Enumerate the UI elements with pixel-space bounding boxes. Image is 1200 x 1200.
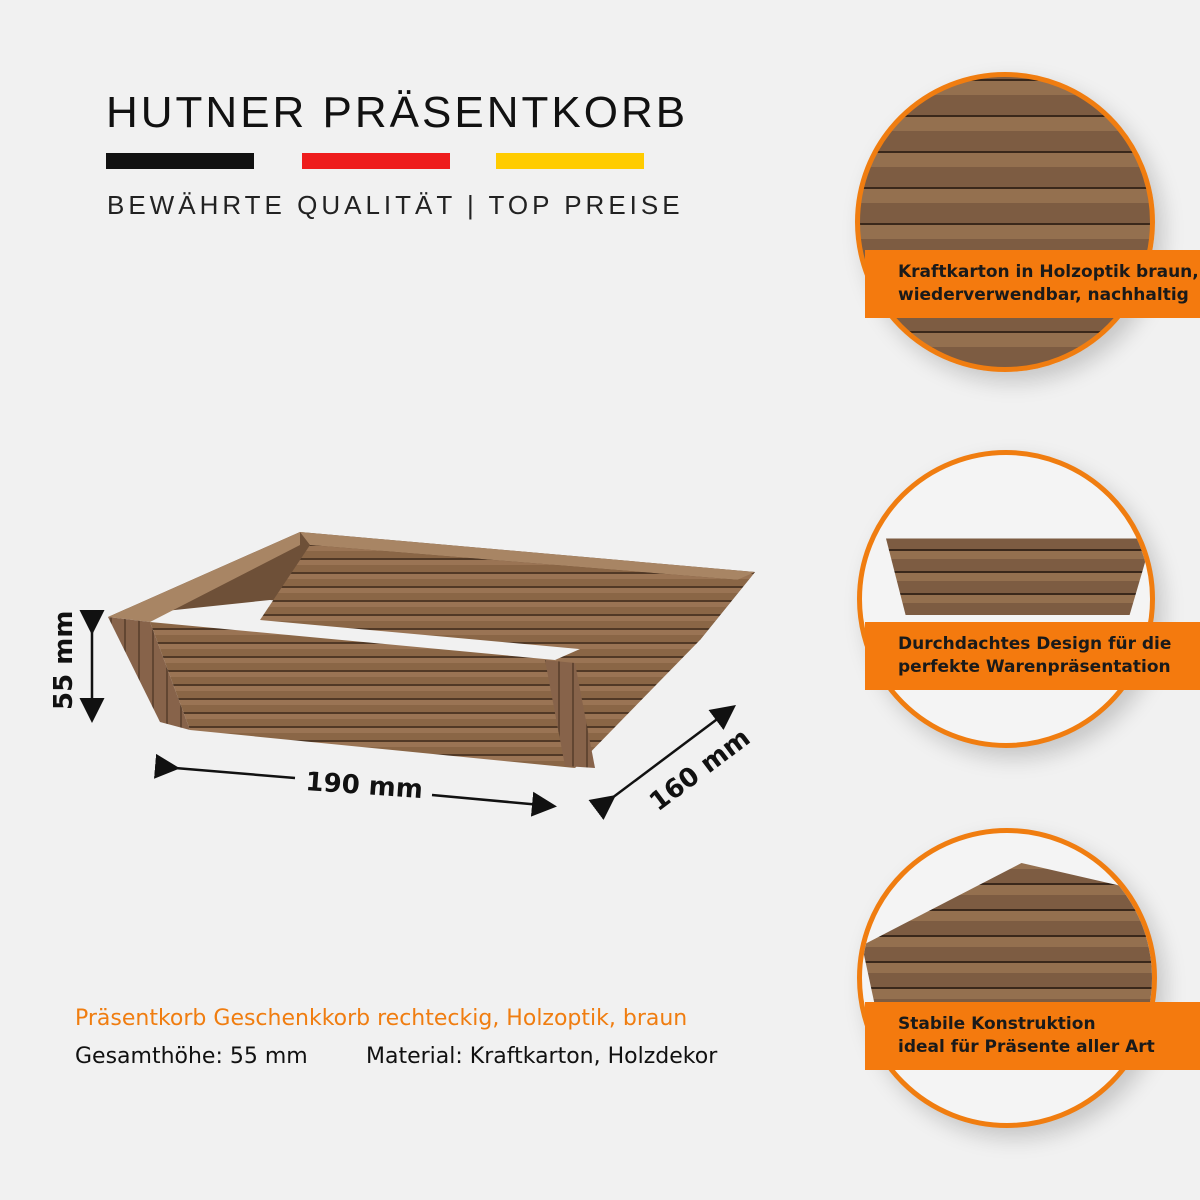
width-label: 190 mm xyxy=(304,767,424,806)
feature-text: Stabile Konstruktion xyxy=(898,1014,1096,1034)
feature-text: Kraftkarton in Holzoptik braun, xyxy=(898,262,1199,282)
feature-banner-1 xyxy=(865,250,1200,318)
basket-corner-thumbnail xyxy=(862,863,1152,1013)
material: Material: Kraftkarton, Holzdekor xyxy=(366,1044,718,1069)
height-label: 55 mm xyxy=(49,610,79,710)
feature-banner-2 xyxy=(865,622,1200,690)
feature-circle-construction xyxy=(857,828,1157,1128)
total-height: Gesamthöhe: 55 mm xyxy=(75,1044,308,1069)
feature-text: Durchdachtes Design für die xyxy=(898,634,1172,654)
basket-thumbnail xyxy=(872,525,1152,615)
basket xyxy=(108,532,755,768)
product-name: Präsentkorb Geschenkkorb rechteckig, Holzoptik, braun xyxy=(75,1006,688,1031)
feature-text: perfekte Warenpräsentation xyxy=(898,657,1171,677)
page-title: HUTNER PRÄSENTKORB xyxy=(106,88,689,137)
depth-label: 160 mm xyxy=(644,722,757,818)
feature-circle-wood-texture xyxy=(855,72,1155,372)
page-subtitle: BEWÄHRTE QUALITÄT | TOP PREISE xyxy=(107,190,684,220)
feature-text: ideal für Präsente aller Art xyxy=(898,1037,1155,1057)
feature-circle-basket-design xyxy=(857,450,1155,748)
feature-text: wiederverwendbar, nachhaltig xyxy=(898,285,1189,305)
feature-banner-3 xyxy=(865,1002,1200,1070)
